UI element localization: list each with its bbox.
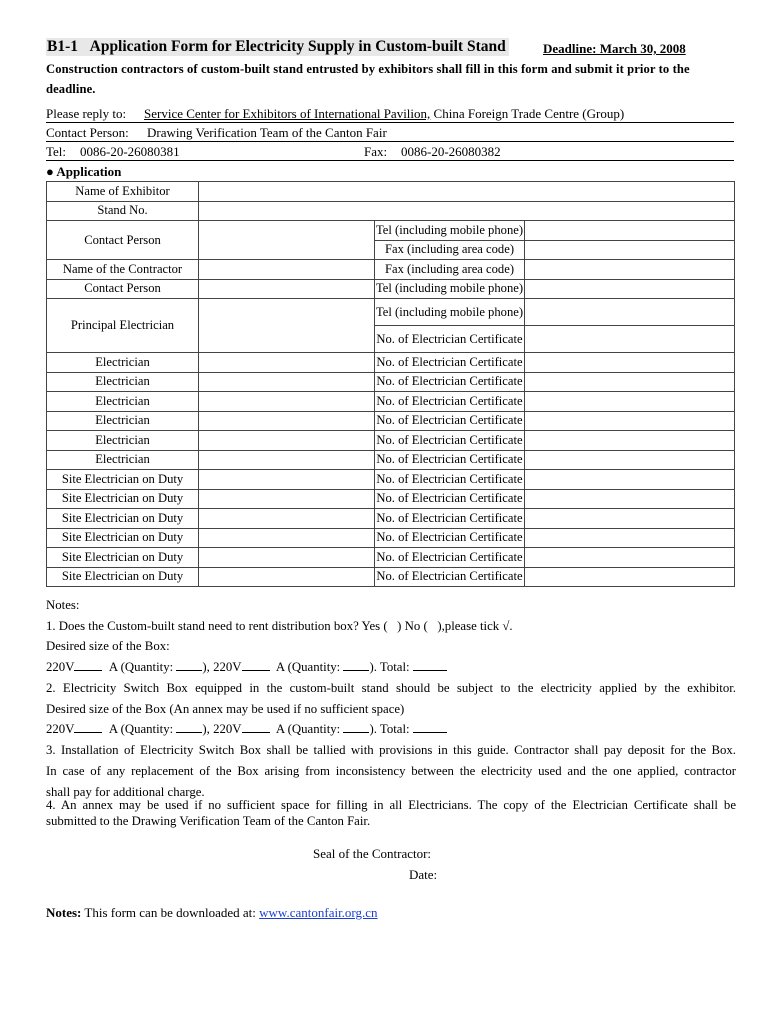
site-electrician-label: Site Electrician on Duty xyxy=(47,548,199,568)
electrician-cert-label: No. of Electrician Certificate xyxy=(375,411,525,431)
note-1: 1. Does the Custom-built stand need to rent distribution box? Yes ( ) No ( ),please tick √. xyxy=(46,619,513,633)
note-3-line-1: 3. Installation of Electricity Switch Box shall be tallied with provisions in this guide. Contractor shall pay deposit for the Box. xyxy=(46,743,736,757)
principal-cert-label: No. of Electrician Certificate xyxy=(375,326,525,353)
electrician-name-field[interactable] xyxy=(199,353,375,373)
table-row xyxy=(47,299,735,326)
electrician-cert-label: No. of Electrician Certificate xyxy=(375,392,525,412)
note-4-line-1: 4. An annex may be used if no sufficient space for filling in all Electricians. The copy of the Electrician Certificate shall be xyxy=(46,798,736,812)
tel-value: 0086-20-26080381 xyxy=(80,144,180,159)
note-3-line-2: In case of any replacement of the Box arising from inconsistency between the electricity used and the one applied, contractor xyxy=(46,764,736,778)
electrician-label: Electrician xyxy=(47,392,199,412)
site-electrician-cert-label: No. of Electrician Certificate xyxy=(375,489,525,509)
electrician-cert-label: No. of Electrician Certificate xyxy=(375,431,525,451)
site-electrician-label: Site Electrician on Duty xyxy=(47,489,199,509)
site-electrician-cert-field[interactable] xyxy=(525,509,735,529)
electrician-cert-field[interactable] xyxy=(525,431,735,451)
contact-tel-field[interactable] xyxy=(525,221,735,241)
reply-to-line xyxy=(46,106,734,123)
desired-box-size: Desired size of the Box: xyxy=(46,639,170,653)
electrician-label: Electrician xyxy=(47,431,199,451)
stand-no-label: Stand No. xyxy=(47,201,199,221)
site-electrician-cert-label: No. of Electrician Certificate xyxy=(375,509,525,529)
reply-org: Service Center for Exhibitors of International Pavilion, xyxy=(144,106,431,121)
tel-fax-line xyxy=(46,144,734,161)
fax-incl-area-label: Fax (including area code) xyxy=(375,240,525,260)
seal-of-contractor: Seal of the Contractor: xyxy=(313,846,432,861)
principal-electrician-field[interactable] xyxy=(199,299,375,353)
electrician-cert-label: No. of Electrician Certificate xyxy=(375,450,525,470)
electrician-cert-field[interactable] xyxy=(525,411,735,431)
contractor-fax-field[interactable] xyxy=(525,260,735,280)
contractor-contact-person-label: Contact Person xyxy=(47,279,199,299)
desired-box-annex: Desired size of the Box (An annex may be used if no sufficient space) xyxy=(46,702,405,716)
reply-org-rest: China Foreign Trade Centre (Group) xyxy=(430,106,625,121)
table-row xyxy=(47,221,735,241)
site-electrician-cert-field[interactable] xyxy=(525,567,735,587)
fax-value: 0086-20-26080382 xyxy=(401,144,501,159)
tel-incl-mobile-label: Tel (including mobile phone) xyxy=(375,221,525,241)
principal-cert-field[interactable] xyxy=(525,326,735,353)
electrician-name-field[interactable] xyxy=(199,372,375,392)
note-3-line-3: shall pay for additional charge. xyxy=(46,785,205,799)
tel-label: Tel: xyxy=(46,144,67,159)
site-electrician-name-field[interactable] xyxy=(199,509,375,529)
principal-electrician-label: Principal Electrician xyxy=(47,299,199,353)
fax-label: Fax: xyxy=(364,144,388,159)
table-row xyxy=(47,372,735,392)
stand-no-field[interactable] xyxy=(199,201,735,221)
application-table xyxy=(46,181,735,587)
electrician-name-field[interactable] xyxy=(199,392,375,412)
box-size-line-1: 220V A (Quantity: ), 220V A (Quantity: ). Total: xyxy=(46,657,736,677)
site-electrician-cert-label: No. of Electrician Certificate xyxy=(375,470,525,490)
site-electrician-cert-label: No. of Electrician Certificate xyxy=(375,567,525,587)
contractor-fax-label: Fax (including area code) xyxy=(375,260,525,280)
table-row xyxy=(47,489,735,509)
footer-notes-label: Notes: xyxy=(46,905,82,920)
table-row xyxy=(47,567,735,587)
site-electrician-cert-label: No. of Electrician Certificate xyxy=(375,548,525,568)
date-label: Date: xyxy=(409,867,438,882)
site-electrician-label: Site Electrician on Duty xyxy=(47,470,199,490)
footer-download-text: This form can be downloaded at: xyxy=(81,905,260,920)
table-row xyxy=(47,411,735,431)
download-link[interactable]: www.cantonfair.org.cn xyxy=(259,905,378,920)
site-electrician-name-field[interactable] xyxy=(199,528,375,548)
site-electrician-cert-label: No. of Electrician Certificate xyxy=(375,528,525,548)
table-row xyxy=(47,450,735,470)
site-electrician-name-field[interactable] xyxy=(199,489,375,509)
electrician-name-field[interactable] xyxy=(199,411,375,431)
note-4-line-2: submitted to the Drawing Verification Team of the Canton Fair. xyxy=(46,814,371,828)
site-electrician-cert-field[interactable] xyxy=(525,548,735,568)
name-of-exhibitor-field[interactable] xyxy=(199,182,735,202)
name-of-exhibitor-label: Name of Exhibitor xyxy=(47,182,199,202)
electrician-label: Electrician xyxy=(47,411,199,431)
application-heading: ● Application xyxy=(46,164,122,179)
contractor-tel-field[interactable] xyxy=(525,279,735,299)
site-electrician-cert-field[interactable] xyxy=(525,470,735,490)
box-size-line-2: 220V A (Quantity: ), 220V A (Quantity: ). Total: xyxy=(46,719,736,739)
electrician-cert-label: No. of Electrician Certificate xyxy=(375,372,525,392)
table-row xyxy=(47,353,735,373)
contact-person-line xyxy=(46,125,734,142)
electrician-name-field[interactable] xyxy=(199,431,375,451)
table-row xyxy=(47,260,735,280)
site-electrician-label: Site Electrician on Duty xyxy=(47,509,199,529)
footer-note xyxy=(46,905,378,921)
contact-person-label: Contact Person: xyxy=(46,125,129,140)
contact-fax-field[interactable] xyxy=(525,240,735,260)
table-row xyxy=(47,279,735,299)
electrician-label: Electrician xyxy=(47,372,199,392)
table-row xyxy=(47,548,735,568)
table-row xyxy=(47,470,735,490)
electrician-cert-field[interactable] xyxy=(525,392,735,412)
name-of-contractor-field[interactable] xyxy=(199,260,375,280)
table-row xyxy=(47,392,735,412)
principal-tel-label: Tel (including mobile phone) xyxy=(375,299,525,326)
deadline: Deadline: March 30, 2008 xyxy=(543,41,686,56)
site-electrician-label: Site Electrician on Duty xyxy=(47,567,199,587)
table-row xyxy=(47,528,735,548)
site-electrician-cert-field[interactable] xyxy=(525,489,735,509)
table-row xyxy=(47,201,735,221)
site-electrician-label: Site Electrician on Duty xyxy=(47,528,199,548)
contact-person-value: Drawing Verification Team of the Canton Fair xyxy=(147,125,387,140)
note-2: 2. Electricity Switch Box equipped in the custom-built stand should be subject to the electricity applied by the exhibitor. xyxy=(46,681,736,695)
form-title: B1-1 Application Form for Electricity Supply in Custom-built Stand xyxy=(46,38,509,56)
table-row xyxy=(47,182,735,202)
notes-heading: Notes: xyxy=(46,598,80,612)
contact-person-field[interactable] xyxy=(199,221,375,260)
principal-tel-field[interactable] xyxy=(525,299,735,326)
contact-person-cell-label: Contact Person xyxy=(47,221,199,260)
table-row xyxy=(47,431,735,451)
site-electrician-name-field[interactable] xyxy=(199,548,375,568)
site-electrician-cert-field[interactable] xyxy=(525,528,735,548)
electrician-label: Electrician xyxy=(47,450,199,470)
electrician-cert-label: No. of Electrician Certificate xyxy=(375,353,525,373)
intro-text: Construction contractors of custom-built stand entrusted by exhibitors shall fill in this form and submit it prior to the deadline. xyxy=(46,62,690,96)
electrician-name-field[interactable] xyxy=(199,450,375,470)
electrician-cert-field[interactable] xyxy=(525,372,735,392)
site-electrician-name-field[interactable] xyxy=(199,567,375,587)
electrician-cert-field[interactable] xyxy=(525,353,735,373)
reply-to-label: Please reply to: xyxy=(46,106,127,121)
name-of-contractor-label: Name of the Contractor xyxy=(47,260,199,280)
electrician-cert-field[interactable] xyxy=(525,450,735,470)
contractor-contact-person-field[interactable] xyxy=(199,279,375,299)
site-electrician-name-field[interactable] xyxy=(199,470,375,490)
contractor-tel-label: Tel (including mobile phone) xyxy=(375,279,525,299)
electrician-label: Electrician xyxy=(47,353,199,373)
table-row xyxy=(47,509,735,529)
